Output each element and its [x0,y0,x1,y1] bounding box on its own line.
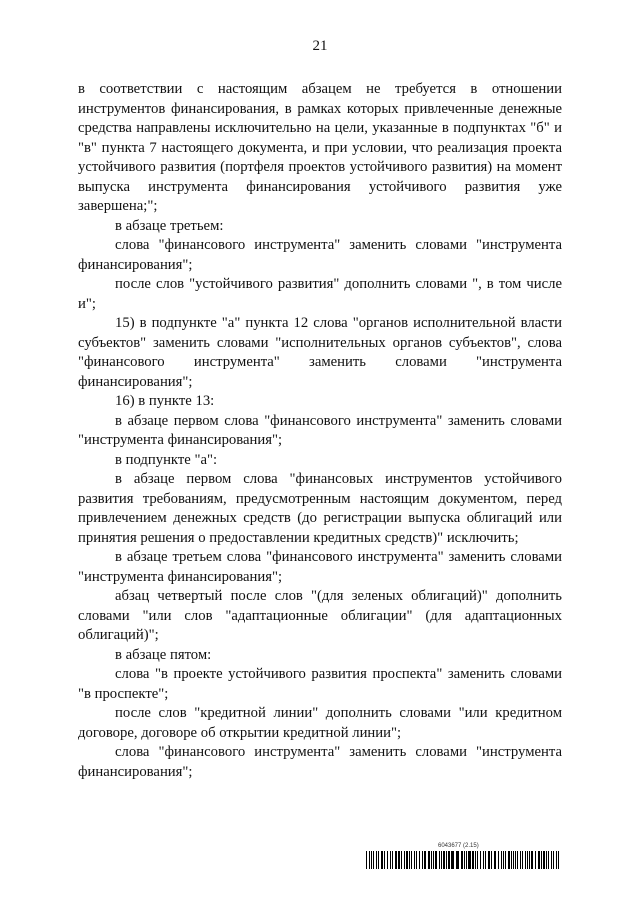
paragraph: в абзаце третьем слова "финансового инструмента" заменить словами "инструмента финансирования"; [78,549,562,585]
barcode-stripe [428,851,430,869]
barcode-stripe [520,851,521,869]
barcode-stripe [456,851,459,869]
barcode-stripe [435,851,437,869]
barcode-stripe [441,851,442,869]
paragraph: в абзаце первом слова "финансовых инструментов устойчивого развития требованиям, предусмотренным настоящим документом, перед привлечением денежных средств (до регистрации выпуска облигаций или принятия решения о предоставлении кредитных средств)" исключить; [78,471,562,546]
barcode-stripe [548,851,549,869]
barcode-stripe [503,851,504,869]
barcode-stripe [384,851,385,869]
barcode-stripe [395,851,397,869]
barcode-stripe [378,851,379,869]
barcode-stripe [477,851,478,869]
barcode-stripe [485,851,486,869]
barcode-stripe [419,851,420,869]
paragraph: слова "в проекте устойчивого развития проспекта" заменить словами "в проспекте"; [78,666,562,702]
barcode-stripe [513,851,514,869]
barcode-stripe [517,851,518,869]
barcode-stripe [433,851,434,869]
barcode-stripe [546,851,547,869]
paragraph: в абзаце пятом: [115,646,212,663]
paragraph: слова "финансового инструмента" заменить словами "инструмента финансирования"; [78,237,562,273]
barcode-stripe [366,851,367,869]
barcode-stripe [392,851,393,869]
barcode-stripe [468,851,471,869]
barcode-stripe [373,851,374,869]
paragraph: в абзаце третьем: [115,217,224,234]
barcode-stripe [439,851,440,869]
barcode-stripe [461,851,463,869]
barcode-stripe [480,851,481,869]
paragraph: в соответствии с настоящим абзацем не требуется в отношении инструментов финансирования, в рамках которых привлеченные денежные средства направлены исключительно на цели, указанные в подпунктах "б" и "в" пункта 7 настоящего документа, и при условии, что реализация проекта устойчивого развития (портфеля проектов устойчивого развития) на момент выпуска инструмента финансирования устойчивого развития уже завершена;"; [78,81,562,214]
barcode-stripe [390,851,391,869]
barcode-stripe [472,851,474,869]
document-body [78,80,562,782]
barcode-stripe [371,851,372,869]
barcode-stripe [538,851,540,869]
barcode-stripe [464,851,465,869]
barcode-stripe [398,851,400,869]
page-number: 21 [312,38,328,54]
barcode-stripe [409,851,410,869]
barcode-stripe [466,851,467,869]
barcode-stripe [431,851,432,869]
paragraph: 16) в пункте 13: [115,393,215,409]
barcode-stripe [422,851,423,869]
barcode-stripe [527,851,528,869]
paragraph: слова "финансового инструмента" заменить словами "инструмента финансирования"; [78,744,562,780]
barcode-stripe [491,851,492,869]
barcode-stripe [448,851,450,869]
barcode-stripe [451,851,454,869]
barcode-stripe [494,851,496,869]
barcode-stripe [411,851,412,869]
barcode-stripe [406,851,408,869]
barcode-stripe [414,851,415,869]
barcode-stripe [401,851,402,869]
paragraph: в абзаце первом слова "финансового инструмента" заменить словами "инструмента финансирования"; [78,412,562,448]
barcode-stripe [369,851,370,869]
barcode-stripe [558,851,559,869]
barcode-stripe [376,851,377,869]
paragraph: в подпункте "а": [115,451,218,468]
barcode-stripe [508,851,510,869]
barcode-stripe [483,851,484,869]
barcode-stripe [525,851,526,869]
barcode-image [366,851,562,869]
barcode-stripe [535,851,536,869]
paragraph: после слов "устойчивого развития" дополнить словами ", в том числе и"; [78,276,562,312]
barcode-stripe [416,851,417,869]
barcode-stripe [511,851,512,869]
barcode-stripe [404,851,405,869]
barcode-stripe [522,851,523,869]
paragraph: 15) в подпункте "а" пункта 12 слова "органов исполнительной власти субъектов" заменить словами "исполнительных органов субъектов", слова "финансового инструмента" заменить словами "инструмента финансирования"; [78,315,562,390]
barcode-stripe [501,851,502,869]
barcode-stripe [446,851,447,869]
barcode-stripe [505,851,506,869]
barcode-stripe [553,851,554,869]
barcode-stripe [515,851,516,869]
barcode-stripe [543,851,545,869]
barcode-stripe [541,851,542,869]
barcode-stripe [424,851,426,869]
barcode-stripe [488,851,490,869]
barcode-stripe [531,851,533,869]
paragraph: после слов "кредитной линии" дополнить словами "или кредитном договоре, договоре об открытии кредитной линии"; [78,705,562,741]
paragraph: абзац четвертый после слов "(для зеленых облигаций)" дополнить словами "или слов "адаптационные облигации" (для адаптационных облигаций)"; [78,588,562,643]
barcode-stripe [387,851,388,869]
barcode-stripe [381,851,383,869]
barcode-caption: 6043677 (2.15) [438,843,479,849]
barcode-stripe [443,851,445,869]
barcode-stripe [498,851,499,869]
barcode-stripe [475,851,476,869]
barcode-stripe [551,851,552,869]
barcode-stripe [529,851,530,869]
barcode-stripe [556,851,557,869]
